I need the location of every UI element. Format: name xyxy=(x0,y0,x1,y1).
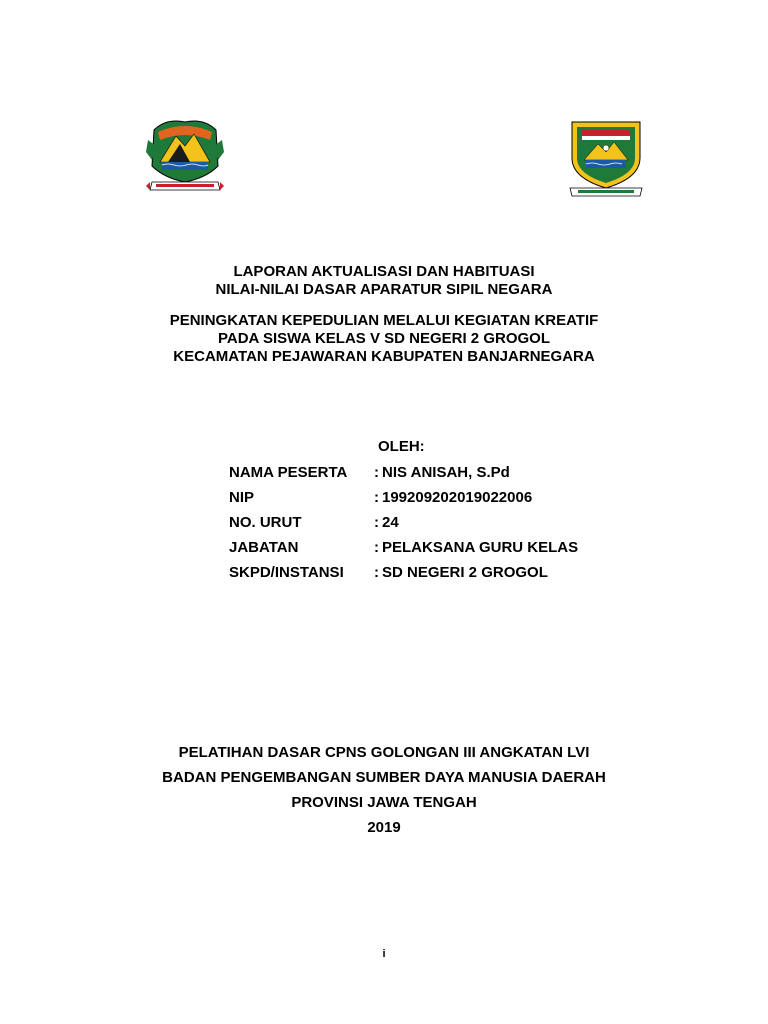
separator: : xyxy=(374,564,379,581)
report-subtitle-line-1: PENINGKATAN KEPEDULIAN MELALUI KEGIATAN KREATIF xyxy=(169,312,599,329)
report-title-line-1: LAPORAN AKTUALISASI DAN HABITUASI xyxy=(233,263,535,280)
participant-nip-value: 199209202019022006 xyxy=(382,489,533,506)
jawa-tengah-emblem-icon xyxy=(146,116,224,200)
report-subtitle-line-2: PADA SISWA KELAS V SD NEGERI 2 GROGOL xyxy=(218,330,550,347)
footer-year: 2019 xyxy=(367,819,401,836)
author-label: OLEH: xyxy=(378,438,425,455)
page-number: i xyxy=(382,948,386,960)
participant-position-label: JABATAN xyxy=(229,539,299,556)
footer-line-2: BADAN PENGEMBANGAN SUMBER DAYA MANUSIA DAERAH xyxy=(162,769,606,786)
report-title xyxy=(0,263,768,299)
report-title-line-2: NILAI-NILAI DASAR APARATUR SIPIL NEGARA xyxy=(215,281,553,298)
participant-row-position xyxy=(229,535,578,560)
participant-row-nip xyxy=(229,485,578,510)
participant-position-value: PELAKSANA GURU KELAS xyxy=(382,539,579,556)
participant-name-label: NAMA PESERTA xyxy=(229,464,348,481)
participant-institution-label: SKPD/INSTANSI xyxy=(229,564,344,581)
participant-row-institution xyxy=(229,560,578,585)
participant-info xyxy=(229,460,578,585)
separator: : xyxy=(374,489,379,506)
report-subtitle xyxy=(0,312,768,366)
banjarnegara-emblem-icon xyxy=(568,114,644,198)
separator: : xyxy=(374,514,379,531)
footer-institution xyxy=(0,740,768,840)
participant-number-label: NO. URUT xyxy=(229,514,302,531)
participant-row-number xyxy=(229,510,578,535)
footer-line-1: PELATIHAN DASAR CPNS GOLONGAN III ANGKATAN LVI xyxy=(178,744,590,761)
report-subtitle-line-3: KECAMATAN PEJAWARAN KABUPATEN BANJARNEGARA xyxy=(173,348,595,365)
participant-institution-value: SD NEGERI 2 GROGOL xyxy=(382,564,548,581)
participant-name-value: NIS ANISAH, S.Pd xyxy=(382,464,510,481)
participant-number-value: 24 xyxy=(382,514,399,531)
participant-row-name xyxy=(229,460,578,485)
participant-nip-label: NIP xyxy=(229,489,255,506)
separator: : xyxy=(374,464,379,481)
separator: : xyxy=(374,539,379,556)
footer-line-3: PROVINSI JAWA TENGAH xyxy=(291,794,477,811)
